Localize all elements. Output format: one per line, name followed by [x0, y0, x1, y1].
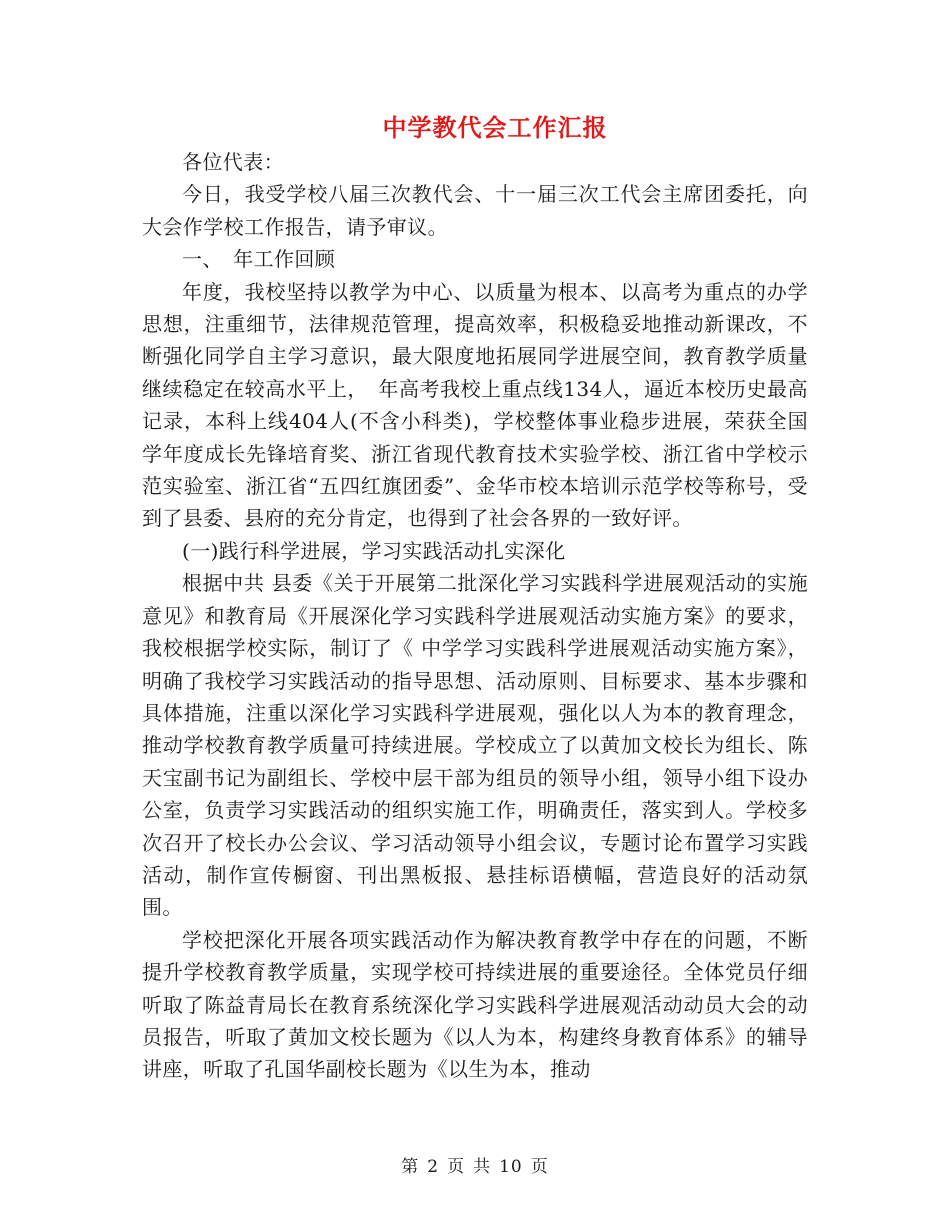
body-paragraph: 根据中共 县委《关于开展第二批深化学习实践科学进展观活动的实施意见》和教育局《开展深化学习实践科学进展观活动实施方案》的要求，我校根据学校实际，制订了《 中学学习实践科学进展观活动实施方案》，明确了我校学习实践活动的指导思想、活动原则、目标要求、基本步骤和具体措施，注重以深化学习实践科学进展观，强化以人为本的教育理念，推动学校教育教学质量可持续进展。学校成立了以黄加文校长为组长、陈天宝副书记为副组长、学校中层干部为组员的领导小组，领导小组下设办公室，负责学习实践活动的组织实施工作，明确责任，落实到人。学校多次召开了校长办公会议、学习活动领导小组会议，专题讨论布置学习实践活动，制作宣传橱窗、刊出黑板报、悬挂标语横幅，营造良好的活动氛围。: [142, 571, 808, 920]
footer-suffix: 页: [530, 1157, 549, 1177]
body-paragraph: 学校把深化开展各项实践活动作为解决教育教学中存在的问题，不断提升学校教育教学质量，实现学校可持续进展的重要途径。全体党员仔细听取了陈益青局长在教育系统深化学习实践科学进展观活动动员大会的动员报告，听取了黄加文校长题为《以人为本，构建终身教育体系》的辅导讲座，听取了孔国华副校长题为《以生为本，推动: [142, 927, 808, 1082]
footer-total-word: 共: [473, 1157, 492, 1177]
review-paragraph: 年度，我校坚持以教学为中心、以质量为根本、以高考为重点的办学思想，注重细节，法律规范管理，提高效率，积极稳妥地推动新课改，不断强化同学自主学习意识，最大限度地拓展同学进展空间，教育教学质量继续稳定在较高水平上， 年高考我校上重点线134人，逼近本校历史最高记录，本科上线404人(不含小科类)，学校整体事业稳步进展，荣获全国 学年度成长先锋培育奖、浙江省现代教育技术实验学校、浙江省中学校示范实验室、浙江省“五四红旗团委”、金华市校本培训示范学校等称号，受到了县委、县府的充分肯定，也得到了社会各界的一致好评。: [142, 279, 808, 531]
total-pages: 10: [499, 1157, 523, 1177]
footer-prefix: 第: [401, 1157, 420, 1177]
page-footer: [0, 1152, 950, 1177]
document-title: 中学教代会工作汇报: [382, 113, 608, 142]
intro-paragraph: 今日，我受学校八届三次教代会、十一届三次工代会主席团委托，向大会作学校工作报告，请予审议。: [142, 182, 808, 239]
subsection-heading: (一)践行科学进展，学习实践活动扎实深化: [182, 538, 566, 563]
section-heading: 一、 年工作回顾: [182, 247, 336, 272]
page-number: 2: [427, 1157, 440, 1177]
salutation-paragraph: 各位代表：: [182, 150, 284, 174]
footer-page-word: 页: [447, 1157, 466, 1177]
document-body: [142, 146, 808, 1086]
